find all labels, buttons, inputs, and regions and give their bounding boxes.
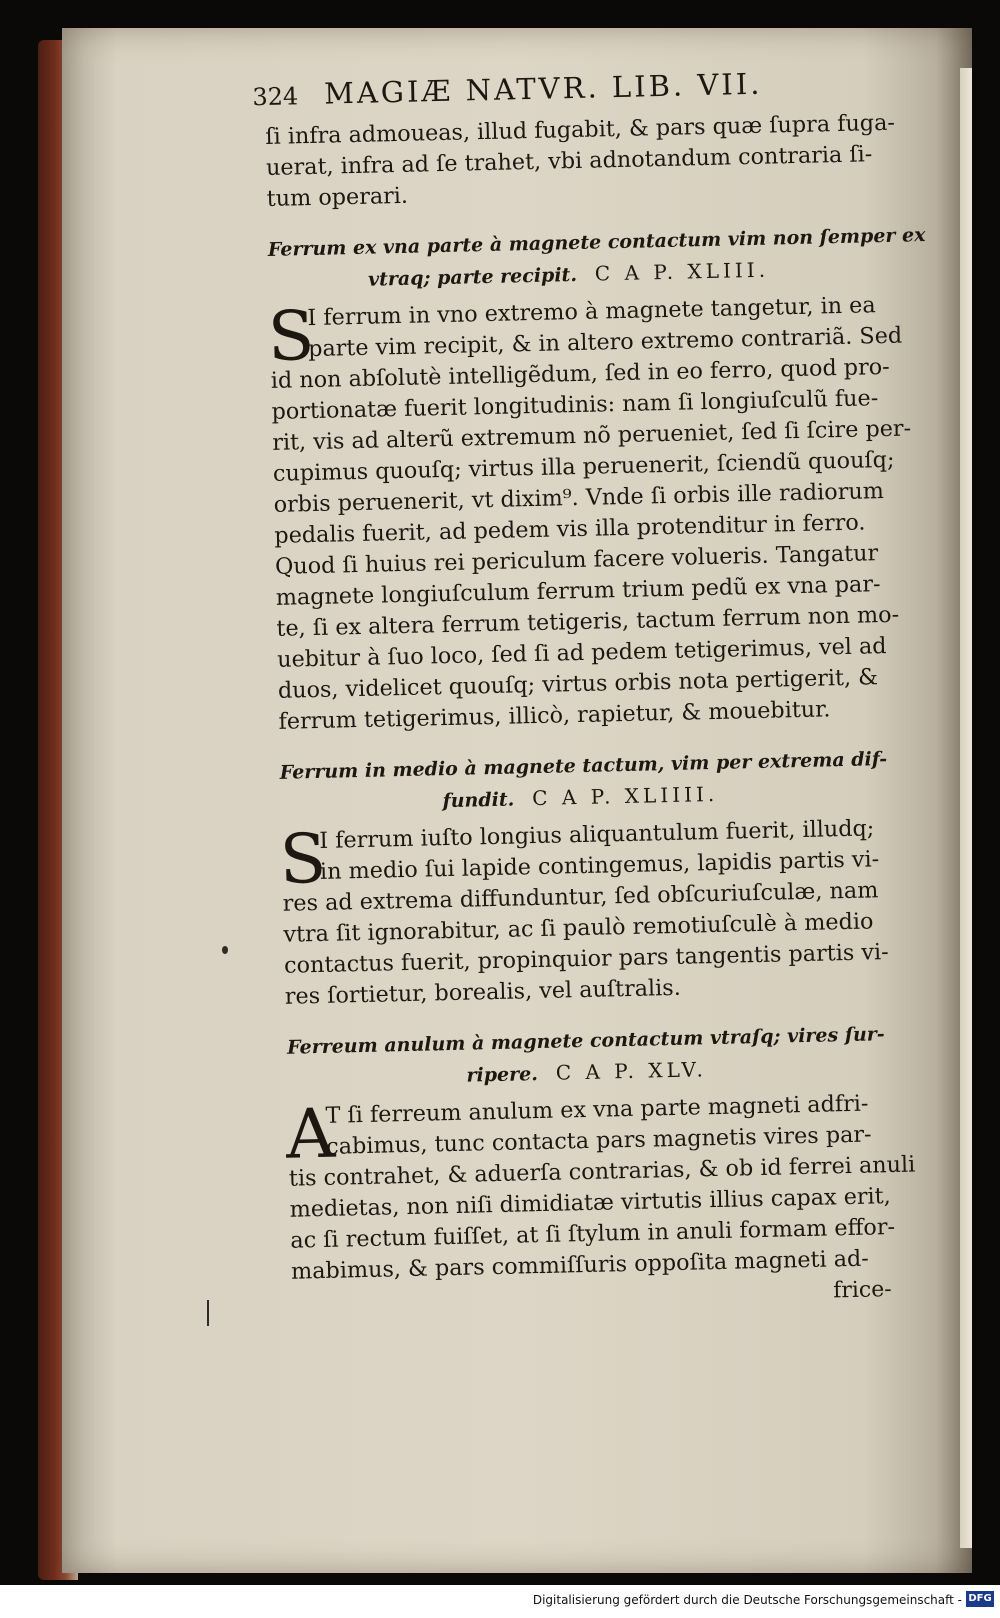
digitization-footer: [0, 1585, 1000, 1618]
ink-stroke: [207, 1300, 209, 1326]
heading-line: Ferrum ex vna parte à magnete contactum vim non ſemper ex: [267, 224, 926, 261]
text-line: duos, videlicet quouſq; virtus orbis nota pertigerit, &: [277, 664, 879, 704]
text-line: te, ſi ex altera ferrum tetigeris, tactum ferrum non mo-: [276, 601, 900, 642]
dfg-logo: DFG: [966, 1591, 994, 1607]
chapter-body-45: [285, 1088, 916, 1319]
text-line: cabimus, tunc contacta pars magnetis vires par-: [325, 1121, 872, 1160]
text-line: I ferrum in vno extremo à magnete tangetur, in ea: [307, 292, 876, 332]
chapter-number: C A P. XLV.: [555, 1057, 708, 1085]
text-line: uerat, infra ad ſe trahet, vbi adnotandum contraria ſi-: [265, 141, 873, 181]
drop-cap: S: [278, 819, 328, 900]
text-line: res ad extrema diffunduntur, ſed obſcuriuſculæ, nam: [282, 877, 879, 917]
chapter-heading-44: [279, 744, 888, 821]
text-line: res ſortietur, borealis, vel auſtralis.: [284, 974, 682, 1010]
text-line: contactus fuerit, propinquior pars tangentis partis vi-: [283, 939, 889, 979]
text-line: cupimus quouſq; virtus illa peruenerit, ſciendũ quouſq;: [272, 446, 895, 487]
text-line: T ſi ferreum anulum ex vna parte magneti adfri-: [325, 1090, 869, 1129]
text-line: tum operari.: [266, 182, 409, 212]
text-line: tis contrahet, & aduerſa contrarias, & ob id ferrei anuli: [288, 1151, 916, 1192]
chapter-body-43: [266, 290, 912, 738]
text-line: I ferrum iuſto longius aliquantulum fuerit, illudq;: [319, 815, 875, 854]
ink-spot: [222, 946, 228, 954]
heading-line: Ferreum anulum à magnete contactum vtraſq; vires ſur-: [286, 1023, 885, 1059]
text-line: vtra ſit ignorabitur, ac ſi paulò remotiuſculè à medio: [283, 908, 874, 948]
chapter-heading-43: [267, 221, 926, 298]
drop-cap: A: [285, 1094, 336, 1175]
text-line: ac ſi rectum fuiſſet, at ſi ſtylum in anuli formam effor-: [290, 1213, 896, 1254]
chapter-number: C A P. XLIII.: [594, 257, 770, 286]
drop-cap: S: [266, 296, 316, 377]
opening-paragraph: [265, 108, 896, 215]
text-line: pedalis fuerit, ad pedem vis illa protenditur in ferro.: [274, 509, 866, 549]
footer-credit: Digitalisierung gefördert durch die Deutsche Forschungsgemeinschaft -: [532, 1593, 962, 1607]
text-line: in medio ſui lapide contingemus, lapidis partis vi-: [319, 846, 880, 885]
text-line: portionatæ fuerit longitudinis: nam ſi longiuſculũ fue-: [271, 385, 879, 425]
page-number: 324: [252, 82, 299, 112]
chapter-number: C A P. XLIIII.: [531, 781, 719, 811]
heading-line: Ferrum in medio à magnete tactum, vim per extrema dif-: [279, 748, 888, 784]
text-line: id non abſolutè intelligẽdum, ſed in eo ferro, quod pro-: [270, 353, 890, 394]
heading-line: vtraq; parte recipit.: [367, 263, 578, 291]
page-text: [252, 64, 926, 1318]
chapter-body-44: [278, 813, 889, 1013]
chapter-heading-45: [286, 1019, 887, 1096]
text-line: uebitur à ſuo loco, ſed ſi ad pedem tetigerimus, vel ad: [276, 633, 887, 673]
text-line: parte vim recipit, & in altero extremo contrariã. Sed: [307, 322, 903, 363]
page-fore-edge: [960, 68, 972, 1548]
heading-line: fundit.: [442, 788, 515, 813]
text-line: ſi infra admoueas, illud fugabit, & pars quæ ſupra fuga-: [265, 109, 896, 150]
catchword: frice-: [832, 1277, 892, 1304]
text-line: magnete longiuſculum ferrum trium pedũ ex vna par-: [275, 571, 881, 611]
text-line: orbis peruenerit, vt dixim⁹. Vnde ſi orbis ille radiorum: [273, 478, 885, 518]
text-line: ferrum tetigerimus, illicò, rapietur, & mouebitur.: [278, 696, 831, 735]
text-line: rit, vis ad alterũ extremum nõ perueniet, ſed ſi ſcire per-: [271, 415, 912, 456]
heading-line: ripere.: [466, 1063, 539, 1087]
running-title: MAGIÆ NATVR. LIB. VII.: [323, 66, 763, 111]
text-line: mabimus, & pars commiſſuris oppoſita magneti ad-: [290, 1245, 870, 1285]
text-line: medietas, non niſi dimidiatæ virtutis illius capax erit,: [289, 1183, 891, 1223]
text-line: Quod ſi huius rei periculum facere volueris. Tangatur: [274, 540, 879, 580]
